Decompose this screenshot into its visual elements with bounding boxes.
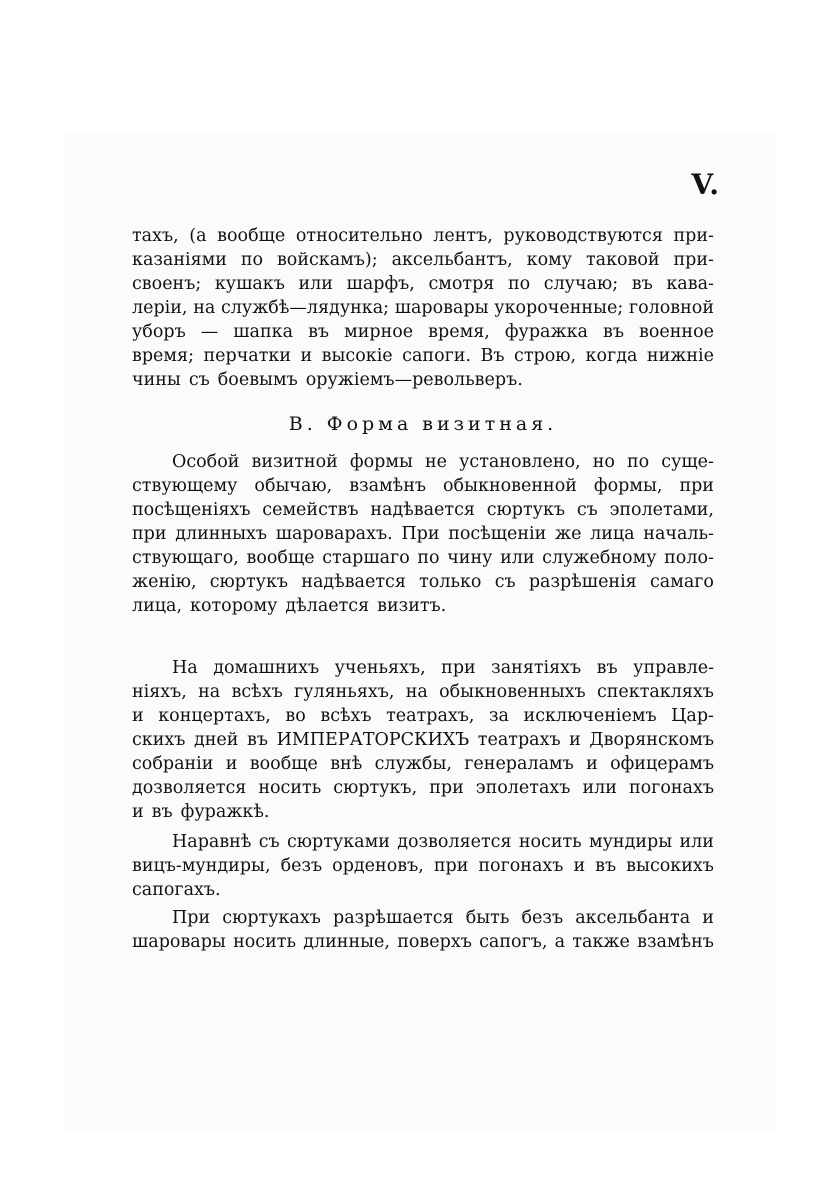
word: фуражка: [504, 322, 588, 342]
word: боевымъ: [217, 370, 298, 390]
paragraph-1: [132, 224, 714, 392]
word: старшаго: [322, 548, 410, 568]
word: во: [285, 706, 306, 726]
word: мирное: [344, 322, 414, 342]
text-line: [132, 752, 714, 776]
word: дозволяется: [397, 832, 512, 852]
word: или: [500, 548, 535, 568]
word: шарфъ,: [346, 274, 415, 294]
paragraph-4: [132, 830, 714, 902]
word: носить: [233, 932, 296, 952]
word: нижніе: [646, 346, 714, 366]
text-line: [132, 728, 714, 752]
text-line: [132, 450, 714, 474]
word: чины: [132, 370, 181, 390]
word: которому: [190, 596, 278, 616]
word: сюртукахъ: [222, 908, 321, 928]
text-line: [132, 830, 714, 854]
word: не: [424, 452, 447, 472]
word: исключеніемъ: [523, 706, 657, 726]
word: укороченные;: [494, 298, 624, 318]
text-line: [132, 594, 714, 618]
word: сапогъ,: [479, 932, 548, 952]
word: Дворянскомъ: [589, 730, 714, 750]
word: (а: [189, 226, 207, 246]
word: кому: [526, 250, 573, 270]
word: сюртукъ: [209, 572, 289, 592]
word: на: [193, 298, 216, 318]
word: съ: [258, 832, 280, 852]
word: всѣхъ: [320, 706, 372, 726]
word: театрахъ,: [386, 706, 475, 726]
page-number: V.: [691, 168, 720, 201]
word: поверхъ: [397, 932, 472, 952]
word: леріи,: [132, 298, 188, 318]
word: когда: [585, 346, 638, 366]
word: дѣлается: [285, 596, 370, 616]
word: и: [132, 706, 144, 726]
text-line: [132, 570, 714, 594]
word: и: [702, 908, 714, 928]
word: тахъ,: [132, 226, 179, 246]
word: или: [298, 274, 333, 294]
word: шапка: [233, 322, 294, 342]
word: на: [198, 682, 221, 702]
word: въ: [308, 322, 330, 342]
word: головной: [628, 298, 714, 318]
word: домашнихъ: [213, 658, 320, 678]
word: высокихъ: [626, 856, 714, 876]
word: въ: [151, 802, 173, 822]
word: сюртуками: [287, 832, 390, 852]
paragraph-2: [132, 450, 714, 618]
word: въ: [596, 658, 618, 678]
word: визитной: [251, 452, 338, 472]
word: фуражкѣ.: [180, 802, 270, 822]
word: ученьяхъ,: [334, 658, 426, 678]
text-line: [132, 474, 714, 498]
text-line: [132, 800, 714, 824]
word: При: [172, 908, 211, 928]
word: съ: [188, 370, 210, 390]
word: началь-: [643, 524, 714, 544]
word: при-: [673, 226, 714, 246]
word: носить: [518, 832, 582, 852]
word: также: [572, 932, 630, 952]
word: въ: [631, 274, 653, 294]
word: относительно: [295, 226, 423, 246]
word: театрахъ: [477, 730, 561, 750]
word: при: [429, 778, 464, 798]
text-line: [132, 296, 714, 320]
word: при: [132, 524, 167, 544]
word: ствующаго,: [132, 548, 239, 568]
word: казаніями: [132, 250, 227, 270]
word: —: [200, 322, 219, 342]
word: спектакляхъ: [596, 682, 714, 702]
word: погонахъ: [628, 778, 714, 798]
word: по: [240, 250, 264, 270]
word: При: [401, 524, 440, 544]
word: собраніи: [132, 754, 214, 774]
word: дозволяется: [132, 778, 247, 798]
word: Въ: [480, 346, 505, 366]
word: служебному: [542, 548, 657, 568]
word: при: [433, 856, 469, 876]
word: чину: [447, 548, 493, 568]
word: при: [679, 476, 714, 496]
word: сюртукъ,: [333, 778, 418, 798]
text-line: [132, 344, 714, 368]
word: внѣ: [330, 754, 363, 774]
word: сапогахъ.: [132, 880, 221, 900]
word: или: [679, 832, 714, 852]
text-line: [132, 522, 714, 546]
word: гуляньяхъ,: [294, 682, 395, 702]
word: вообще: [246, 548, 315, 568]
word: лентъ,: [433, 226, 493, 246]
word: взамѣнъ: [637, 932, 714, 952]
word: вицъ-мундиры,: [132, 856, 271, 876]
word: орденовъ,: [332, 856, 424, 876]
word: семействъ: [262, 500, 359, 520]
word: но: [592, 452, 615, 472]
text-line: [132, 906, 714, 930]
word: время;: [132, 346, 194, 366]
word: кушакъ: [214, 274, 285, 294]
word: безъ: [280, 856, 323, 876]
text-line: [132, 656, 714, 680]
word: при: [441, 658, 476, 678]
word: время,: [428, 322, 490, 342]
word: аксельбанта: [575, 908, 691, 928]
word: кава-: [666, 274, 714, 294]
text-line: [132, 776, 714, 800]
word: строю,: [514, 346, 577, 366]
word: службы,: [374, 754, 452, 774]
word: самаго: [649, 572, 714, 592]
word: уборъ: [132, 322, 186, 342]
word: надѣвается: [370, 500, 475, 520]
word: аксельбантъ,: [391, 250, 513, 270]
word: только: [419, 572, 482, 592]
word: женію,: [132, 572, 197, 592]
word: или: [582, 778, 617, 798]
word: дней: [193, 730, 239, 750]
word: взамѣнъ: [349, 476, 427, 496]
word: ИМПЕРАТОРСКИХЪ: [276, 730, 470, 750]
word: съ: [576, 500, 598, 520]
word: посѣщеніи: [448, 524, 547, 544]
word: носить: [258, 778, 322, 798]
paragraph-3: [132, 656, 714, 824]
word: таковой: [585, 250, 660, 270]
word: визитъ.: [377, 596, 447, 616]
text-line: [132, 224, 714, 248]
paragraph-5: [132, 906, 714, 954]
word: концертахъ,: [158, 706, 271, 726]
text-line: [132, 320, 714, 344]
word: скихъ: [132, 730, 186, 750]
word: и: [132, 802, 144, 822]
word: высокіе: [321, 346, 393, 366]
text-line: [132, 854, 714, 878]
section-heading: В. Форма визитная.: [288, 413, 558, 435]
word: по: [417, 548, 440, 568]
word: руководствуются: [503, 226, 663, 246]
word: мундиры: [589, 832, 673, 852]
word: съ: [494, 572, 516, 592]
word: установлено,: [459, 452, 581, 472]
word: разрѣшается: [333, 908, 454, 928]
word: Цар-: [671, 706, 714, 726]
word: шаровары: [394, 298, 489, 318]
word: вообще: [217, 226, 286, 246]
text-line: [132, 368, 714, 392]
word: Наравнѣ: [172, 832, 252, 852]
word: случаю;: [543, 274, 619, 294]
word: управле-: [633, 658, 714, 678]
word: по: [627, 452, 650, 472]
word: войскамъ);: [276, 250, 378, 270]
word: лица,: [132, 596, 183, 616]
word: и: [569, 730, 581, 750]
word: обыкновенныхъ: [439, 682, 586, 702]
text-line: [132, 248, 714, 272]
text-line: [132, 930, 714, 954]
word: сапоги.: [402, 346, 472, 366]
word: занятіяхъ: [491, 658, 582, 678]
word: эполетами,: [609, 500, 714, 520]
word: службѣ—лядунка;: [220, 298, 390, 318]
text-line: [132, 272, 714, 296]
word: при-: [673, 250, 714, 270]
word: въ: [602, 322, 624, 342]
word: генераламъ: [464, 754, 574, 774]
word: надѣвается: [301, 572, 406, 592]
word: ніяхъ,: [132, 682, 187, 702]
word: На: [172, 658, 198, 678]
word: и: [586, 754, 598, 774]
text-line: [132, 498, 714, 522]
word: обычаю,: [254, 476, 333, 496]
word: сюртукъ: [486, 500, 566, 520]
word: Особой: [172, 452, 240, 472]
word: и: [573, 856, 586, 876]
word: суще-: [661, 452, 714, 472]
word: быть: [465, 908, 510, 928]
word: за: [489, 706, 509, 726]
word: офицерамъ: [610, 754, 714, 774]
word: разрѣшенія: [528, 572, 637, 592]
word: ствующему: [132, 476, 238, 496]
text-line: [132, 546, 714, 570]
word: обыкновенной: [443, 476, 577, 496]
word: безъ: [521, 908, 564, 928]
word: длинные,: [303, 932, 390, 952]
word: на: [405, 682, 428, 702]
word: и: [225, 754, 238, 774]
word: оружіемъ—револьверъ.: [305, 370, 523, 390]
word: и: [300, 346, 313, 366]
word: шаровары: [132, 932, 226, 952]
word: вообще: [249, 754, 318, 774]
word: шароварахъ.: [275, 524, 393, 544]
word: по: [507, 274, 531, 294]
word: перчатки: [203, 346, 291, 366]
word: въ: [595, 856, 617, 876]
word: въ: [247, 730, 269, 750]
word: формы: [349, 452, 413, 472]
word: смотря: [428, 274, 495, 294]
text-line: [132, 680, 714, 704]
word: формы,: [593, 476, 663, 496]
word: лица: [590, 524, 635, 544]
word: эполетахъ: [475, 778, 571, 798]
text-line: [132, 878, 714, 902]
word: посѣщеніяхъ: [132, 500, 251, 520]
word: поло-: [664, 548, 714, 568]
word: длинныхъ: [175, 524, 268, 544]
text-line: [132, 704, 714, 728]
word: же: [554, 524, 582, 544]
word: военное: [639, 322, 714, 342]
word: а: [554, 932, 566, 952]
word: погонахъ: [478, 856, 564, 876]
word: всѣхъ: [231, 682, 283, 702]
word: своенъ;: [132, 274, 202, 294]
